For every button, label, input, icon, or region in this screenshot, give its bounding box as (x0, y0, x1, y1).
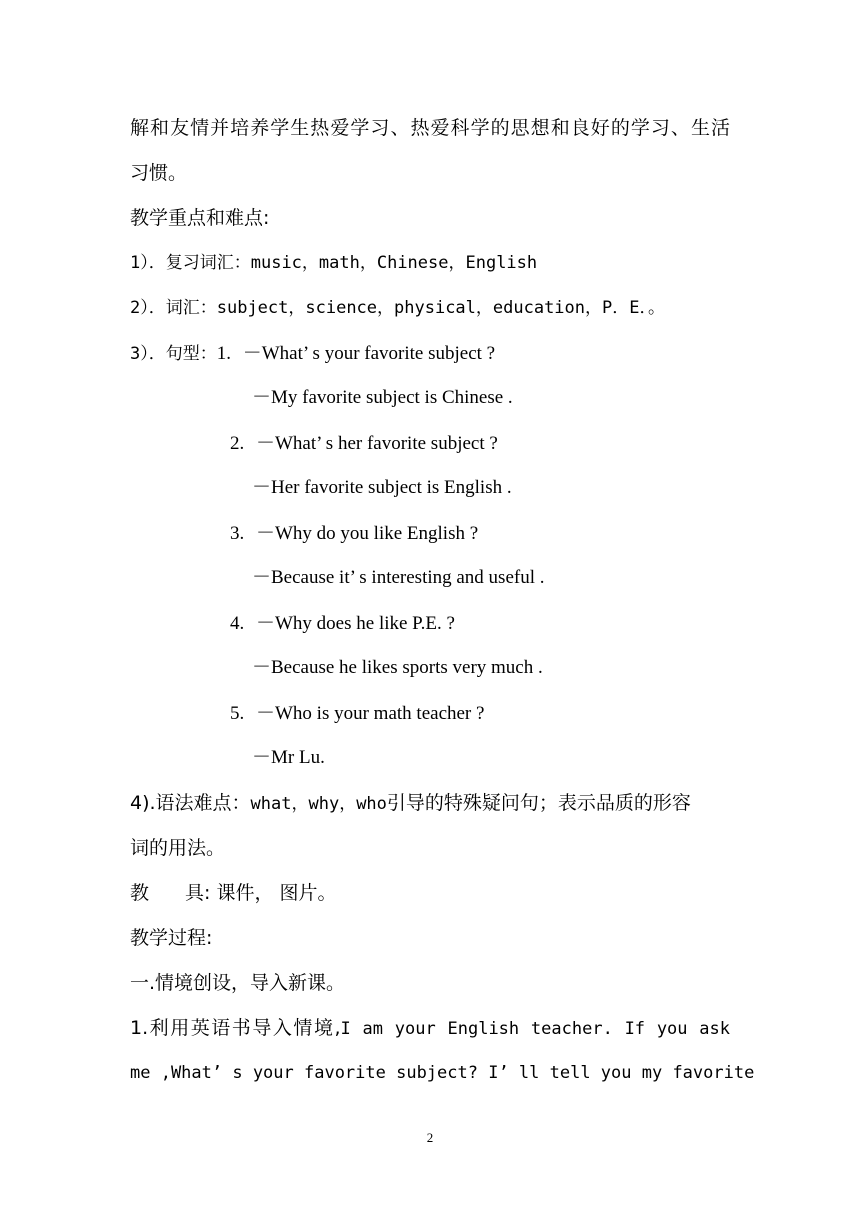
sentence-item (230, 701, 830, 726)
sentence-number: 5. (230, 703, 245, 724)
sentence-item (230, 611, 830, 636)
section-heading: 教学重点和难点: (130, 207, 270, 229)
sentence-number: 2. (230, 433, 245, 454)
sentence-number: 1. (216, 343, 231, 364)
sentence-number: 3. (230, 523, 245, 544)
list-item-prefix: 3）．句型： (130, 344, 217, 364)
sentence-answer: －Mr Lu. (252, 747, 325, 768)
paragraph-line: 词的用法。 (130, 837, 226, 859)
paragraph-line: 解和友情并培养学生热爱学习、热爱科学的思想和良好的学习、生活 (130, 117, 730, 139)
sentence-answer: －My favorite subject is Chinese . (252, 387, 513, 408)
paragraph-line: me ,What’ s your favorite subject? I’ ll tell you my favorite (130, 1063, 755, 1083)
keyword-text: what，why，who (250, 794, 387, 814)
teaching-aids-line (130, 881, 730, 905)
page-number: 2 (426, 1130, 434, 1145)
sentence-question: －Why does he like P.E. ? (256, 613, 455, 634)
section-heading: 教学过程: (130, 927, 213, 949)
paragraph-text: 具: 课件， 图片。 (185, 882, 337, 904)
paragraph-line (130, 1016, 730, 1041)
list-item: 2）．词汇：subject，science，physical，education，P．E．。 (130, 298, 665, 318)
sentence-item (230, 521, 830, 546)
sentence-question: －Why do you like English ? (256, 523, 479, 544)
paragraph-line: 习惯。 (130, 162, 188, 184)
list-item-prefix: 4).语法难点： (130, 792, 251, 814)
sentence-question: －What’ s her favorite subject ? (256, 433, 498, 454)
list-item: 1）．复习词汇：music，math，Chinese，English (130, 253, 538, 273)
sentence-item (230, 431, 830, 456)
sentence-question: －What’ s your favorite subject ? (242, 343, 496, 364)
paragraph-text: I am your English teacher. If you ask (340, 1019, 730, 1039)
sentence-answer: －Because it’ s interesting and useful . (252, 567, 545, 588)
sentence-answer: －Because he likes sports very much . (252, 657, 543, 678)
paragraph-text: 引导的特殊疑问句；表示品质的形容 (386, 792, 691, 814)
section-heading: 一.情境创设，导入新课。 (130, 972, 346, 994)
label-text: 教 (130, 882, 150, 904)
sentence-question: －Who is your math teacher ? (256, 703, 485, 724)
paragraph-text: 1.利用英语书导入情境, (130, 1017, 341, 1039)
list-item (130, 341, 730, 366)
sentence-number: 4. (230, 613, 245, 634)
sentence-answer: －Her favorite subject is English . (252, 477, 512, 498)
list-item (130, 791, 730, 816)
